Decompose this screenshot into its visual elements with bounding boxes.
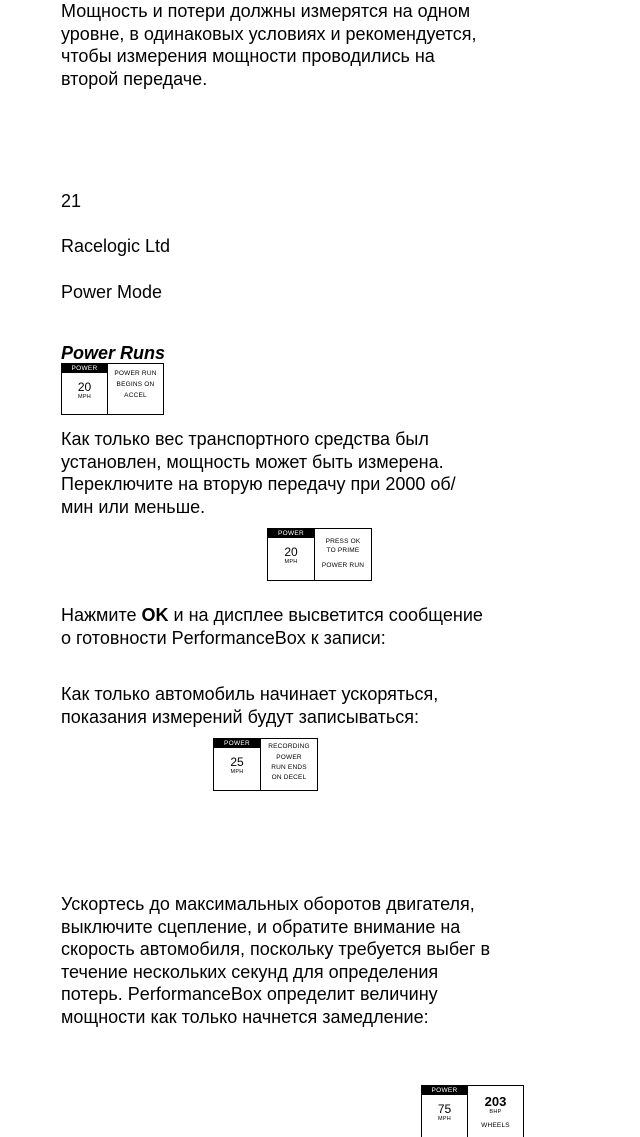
paragraph-max-rpm [61,893,581,1029]
display-message-line: POWER RUN [321,562,365,569]
display-unit: MPH [230,769,244,775]
heading-power-runs: Power Runs [61,343,166,363]
display-speed: 20 [284,545,298,559]
text-line: показания измерений будут записываться: [61,706,420,727]
display-tag: POWER [422,1086,467,1095]
text-line: Ускортесь до максимальных оборотов двигателя, [61,894,475,914]
company-name: Racelogic Ltd [61,236,171,256]
display-message-line: RUN ENDS [271,764,307,771]
text-line: о готовности PerformanceBox к записи: [61,627,386,648]
display-tag: POWER [62,364,107,373]
text-line: чтобы измерения мощности проводились на [61,46,435,67]
display-speed: 75 [437,1102,452,1116]
display-message-line: PRESS OK [325,538,361,545]
display-speed: 20 [77,380,92,394]
display-tag: POWER [268,529,314,538]
display-message-line: ACCEL [124,392,147,399]
ok-key-label: OK [141,605,169,625]
text-line: уровне, в одинаковых условиях и рекомендуется, [61,23,477,44]
paragraph-acceleration [61,683,581,728]
display-message-line: BEGINS ON [116,381,155,388]
display-unit: MPH [284,559,298,565]
display-message-line: TO PRIME [326,547,360,554]
section-title: Power Mode [61,282,163,302]
text-line: скорость автомобиля, поскольку требуется выбег в [61,939,491,960]
text-line: Как только вес транспортного средства был [61,429,429,449]
text-line: течение нескольких секунд для определения [61,961,439,982]
display-unit: MPH [77,394,92,400]
text-line: Мощность и потери должны измерятся на одном [61,1,471,21]
display-power-result [421,1085,524,1137]
text-line: Переключите на вторую передачу при 2000 об/ [61,474,456,495]
text-run: и на дисплее высветится сообщение [168,605,483,625]
display-unit: MPH [437,1116,452,1122]
display-power-value: 203 [484,1094,507,1109]
text-line: мин или меньше. [61,496,206,517]
display-power-run-begins [61,363,164,415]
text-line [61,604,581,627]
text-line: второй передаче. [61,68,208,89]
text-line: Как только автомобиль начинает ускоряться, [61,684,439,704]
paragraph-measurement-conditions [61,0,581,90]
display-tag: POWER [214,739,260,748]
page-number: 21 [61,191,82,211]
display-message-line: ON DECEL [271,774,307,781]
text-line: выключите сцепление, и обратите внимание на [61,916,461,937]
text-run: Нажмите [61,605,142,625]
text-line: установлен, мощность может быть измерена. [61,451,444,472]
display-message-line: POWER [276,754,302,761]
text-line: мощности как только начнется замедление: [61,1006,429,1027]
display-power-unit: BHP [489,1109,502,1115]
display-power-label: WHEELS [481,1122,510,1129]
display-message-line: POWER RUN [114,370,157,377]
display-message-line: RECORDING [268,743,310,750]
paragraph-press-ok [61,604,581,649]
display-speed: 25 [230,755,244,769]
display-recording [213,738,318,791]
text-line: потерь. PerformanceBox определит величину [61,984,438,1005]
paragraph-weight-set [61,428,581,518]
display-press-ok [267,528,372,581]
